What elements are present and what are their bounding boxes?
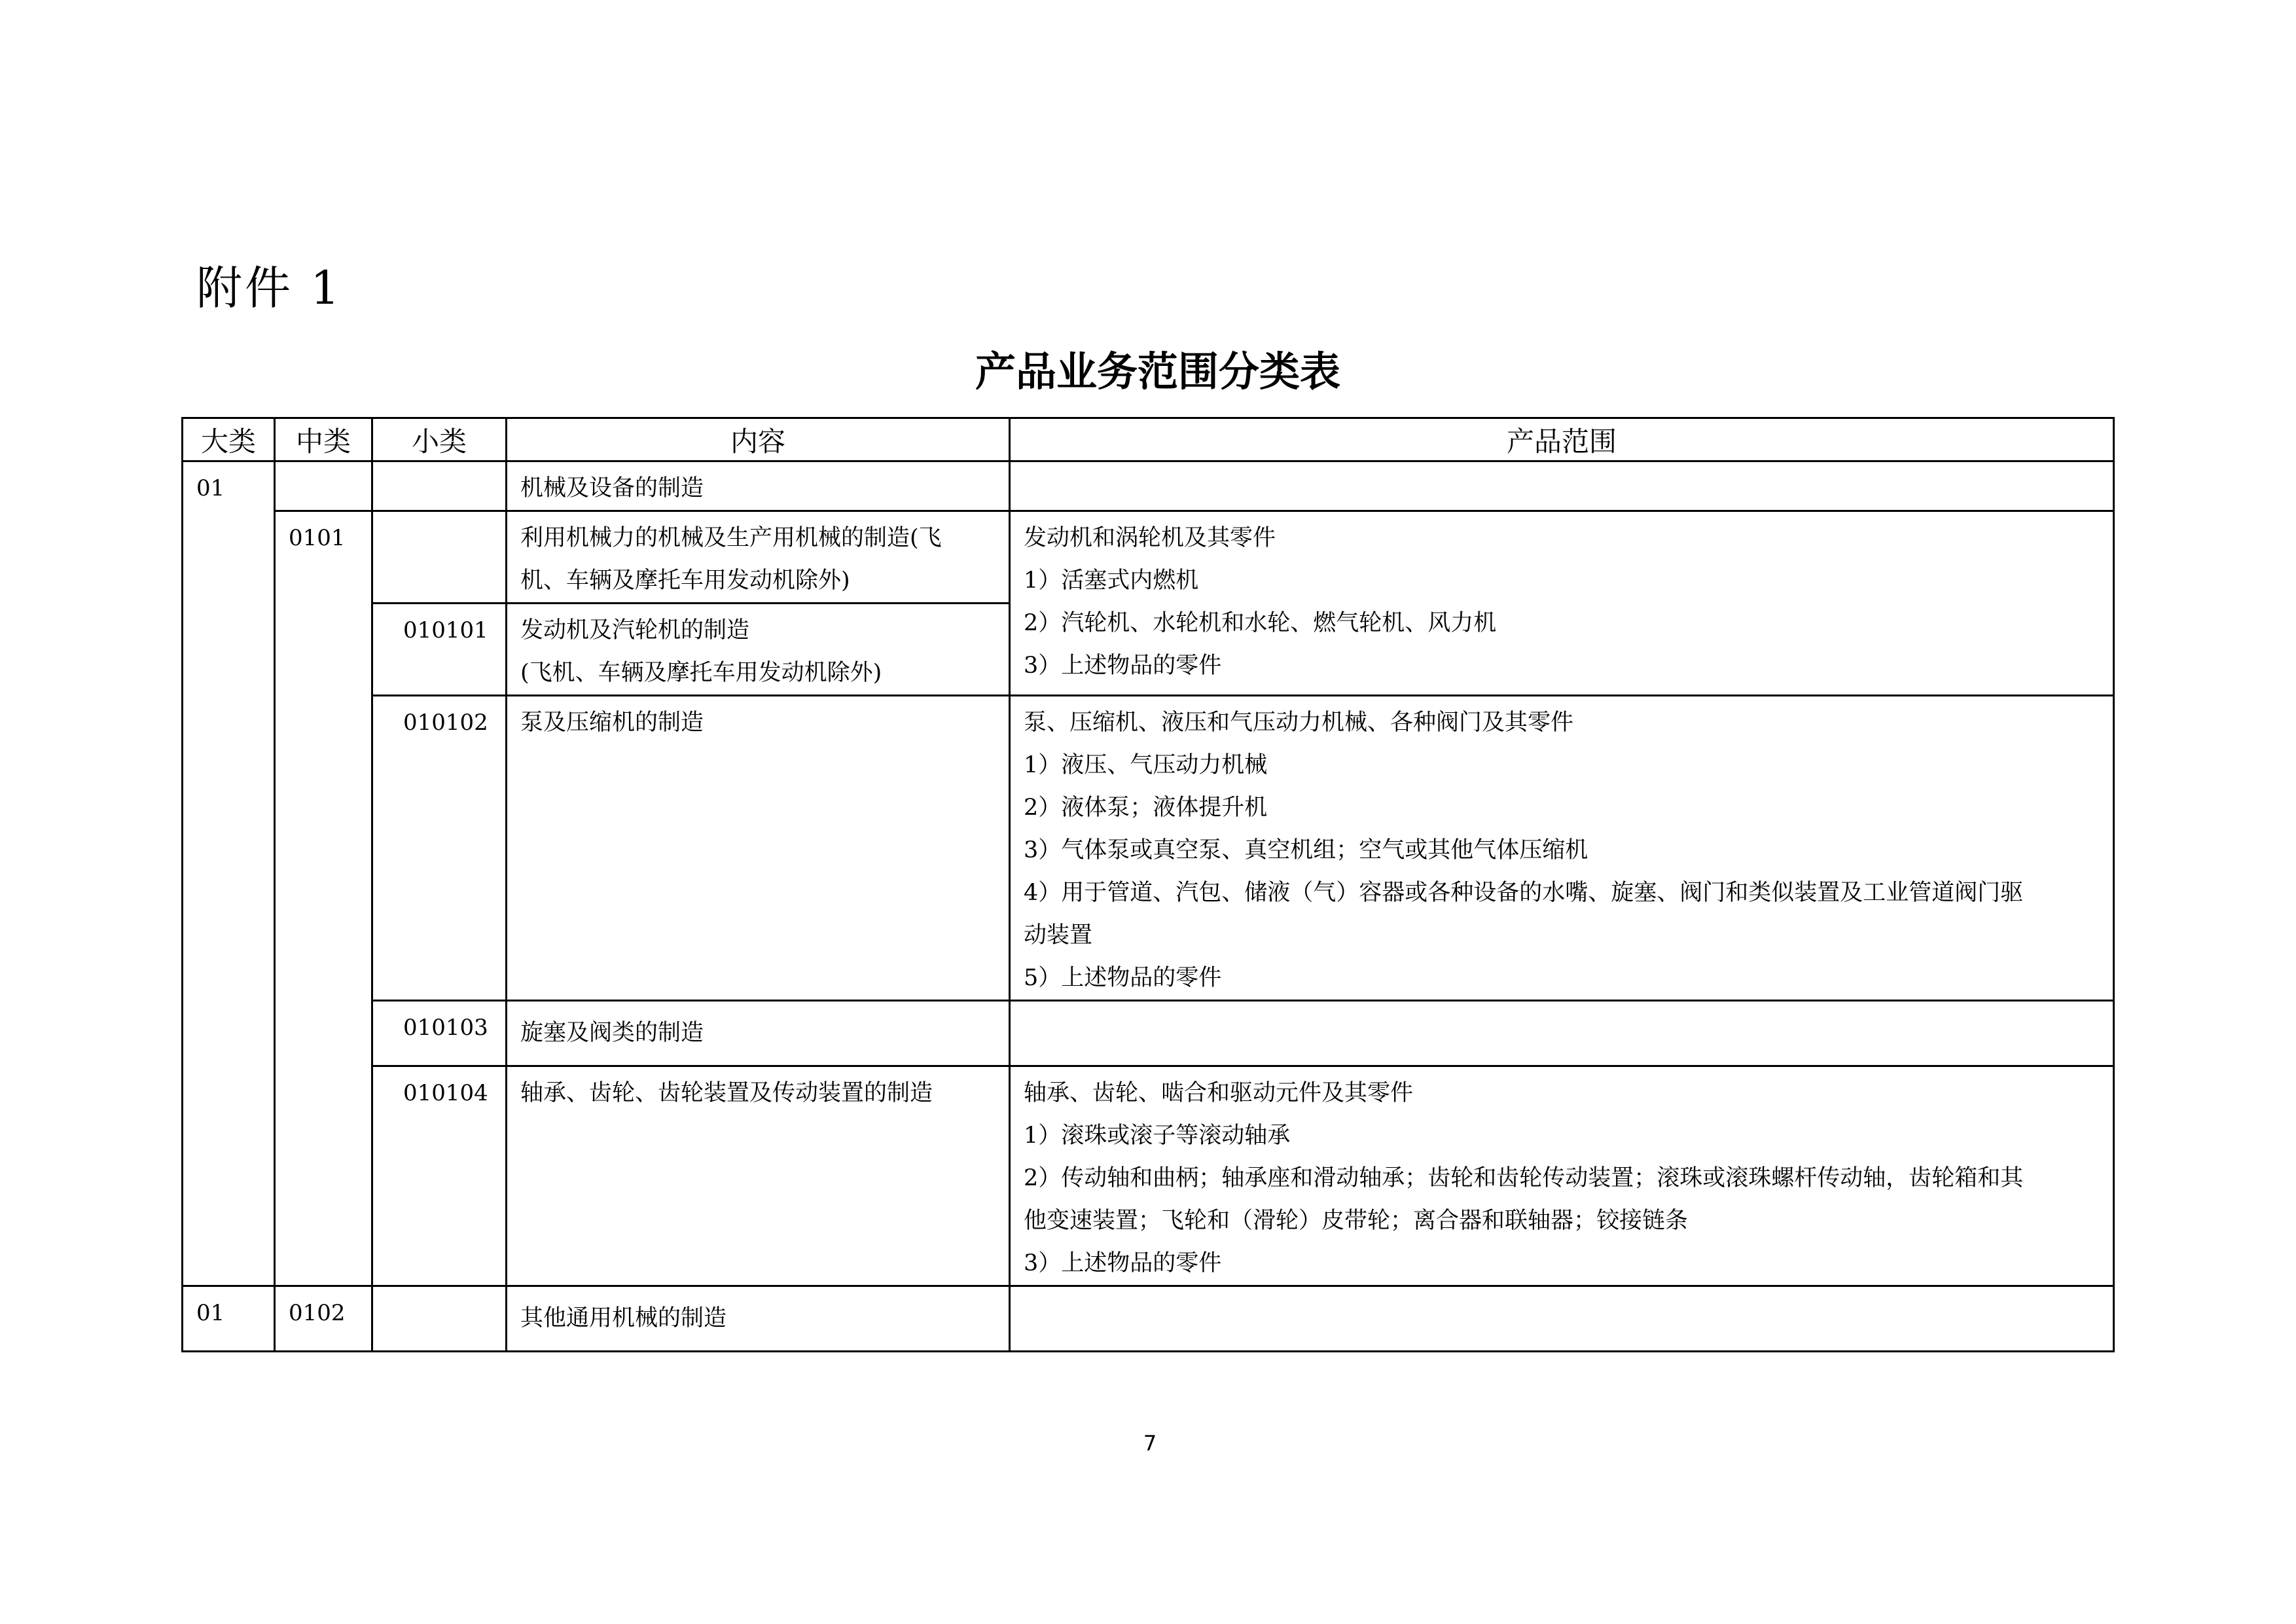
cell-scope-empty [1010, 1001, 2114, 1066]
scope-line: 5）上述物品的零件 [1024, 965, 1222, 991]
cell-middle-empty [275, 461, 372, 511]
classification-table [181, 417, 2115, 1352]
minor-code: 010103 [403, 1015, 488, 1041]
cell-minor-010103 [372, 1001, 507, 1066]
cell-scope-0101 [1010, 511, 2114, 696]
header-content: 内容 [507, 418, 1010, 461]
document-title: 产品业务范围分类表 [975, 348, 1340, 395]
scope-line: 3）上述物品的零件 [1024, 653, 1222, 679]
content-line: 利用机械力的机械及生产用机械的制造(飞 [520, 525, 942, 551]
major-code: 01 [196, 475, 225, 501]
content-line: (飞机、车辆及摩托车用发动机除外) [520, 660, 882, 686]
cell-minor-010102 [372, 696, 507, 1001]
cell-scope-010102 [1010, 696, 2114, 1001]
scope-line: 轴承、齿轮、啮合和驱动元件及其零件 [1024, 1080, 1414, 1106]
table-row-0102 [183, 1286, 2114, 1352]
cell-content-01 [507, 461, 1010, 511]
cell-content-010102 [507, 696, 1010, 1001]
content-line: 发动机及汽轮机的制造 [520, 617, 750, 643]
cell-scope-empty [1010, 461, 2114, 511]
cell-minor-empty [372, 511, 507, 604]
scope-text [1011, 1067, 2113, 1285]
content-text: 轴承、齿轮、齿轮装置及传动装置的制造 [520, 1080, 933, 1106]
cell-major-01 [183, 461, 275, 1286]
content-line: 机、车辆及摩托车用发动机除外) [520, 568, 850, 594]
scope-line: 4）用于管道、汽包、储液（气）容器或各种设备的水嘴、旋塞、阀门和类似装置及工业管道阀门驱 [1024, 880, 2024, 906]
table-row-0101 [183, 511, 2114, 604]
table-row-01 [183, 461, 2114, 511]
cell-minor-empty [372, 1286, 507, 1352]
content-text: 旋塞及阀类的制造 [520, 1020, 704, 1046]
header-middle: 中类 [275, 418, 372, 461]
cell-scope-empty [1010, 1286, 2114, 1352]
header-scope: 产品范围 [1010, 418, 2114, 461]
cell-content-0101 [507, 511, 1010, 604]
cell-middle-0101 [275, 511, 372, 1286]
minor-code: 010102 [403, 710, 488, 736]
scope-line: 3）上述物品的零件 [1024, 1250, 1222, 1276]
content-text: 机械及设备的制造 [520, 475, 704, 501]
table-row-010103 [183, 1001, 2114, 1066]
scope-line: 2）汽轮机、水轮机和水轮、燃气轮机、风力机 [1024, 610, 1497, 636]
scope-line: 1）活塞式内燃机 [1024, 568, 1199, 594]
cell-content-010101 [507, 604, 1010, 696]
attachment-label: 附件 1 [196, 261, 342, 315]
cell-middle-0102 [275, 1286, 372, 1352]
scope-line: 他变速装置；飞轮和（滑轮）皮带轮；离合器和联轴器；铰接链条 [1024, 1208, 1689, 1234]
cell-content-0102 [507, 1286, 1010, 1352]
header-major: 大类 [183, 418, 275, 461]
cell-major-0102 [183, 1286, 275, 1352]
page-number: 7 [1143, 1431, 1157, 1456]
scope-line: 1）滚珠或滚子等滚动轴承 [1024, 1123, 1291, 1149]
cell-content-010103 [507, 1001, 1010, 1066]
cell-minor-010101 [372, 604, 507, 696]
cell-content-010104 [507, 1066, 1010, 1286]
content-text [507, 604, 1009, 695]
scope-text [1011, 512, 2113, 687]
content-text: 泵及压缩机的制造 [520, 710, 704, 736]
scope-line: 2）液体泵；液体提升机 [1024, 795, 1268, 821]
table-row-010102 [183, 696, 2114, 1001]
content-text [507, 512, 1009, 602]
cell-scope-010104 [1010, 1066, 2114, 1286]
minor-code: 010101 [403, 617, 488, 643]
cell-minor-empty [372, 461, 507, 511]
table-row-010104 [183, 1066, 2114, 1286]
content-text: 其他通用机械的制造 [520, 1305, 727, 1331]
scope-line: 动装置 [1024, 922, 1093, 948]
table-header-row [183, 418, 2114, 461]
minor-code: 010104 [403, 1080, 488, 1106]
scope-line: 3）气体泵或真空泵、真空机组；空气或其他气体压缩机 [1024, 837, 1588, 863]
scope-line: 发动机和涡轮机及其零件 [1024, 525, 1276, 551]
cell-minor-010104 [372, 1066, 507, 1286]
scope-text [1011, 696, 2113, 1000]
header-minor: 小类 [372, 418, 507, 461]
major-code: 01 [196, 1300, 225, 1326]
scope-line: 2）传动轴和曲柄；轴承座和滑动轴承；齿轮和齿轮传动装置；滚珠或滚珠螺杆传动轴，齿轮箱和其 [1024, 1165, 2024, 1191]
middle-code: 0101 [289, 525, 346, 551]
scope-line: 泵、压缩机、液压和气压动力机械、各种阀门及其零件 [1024, 710, 1574, 736]
scope-line: 1）液压、气压动力机械 [1024, 752, 1268, 778]
middle-code: 0102 [289, 1300, 346, 1326]
